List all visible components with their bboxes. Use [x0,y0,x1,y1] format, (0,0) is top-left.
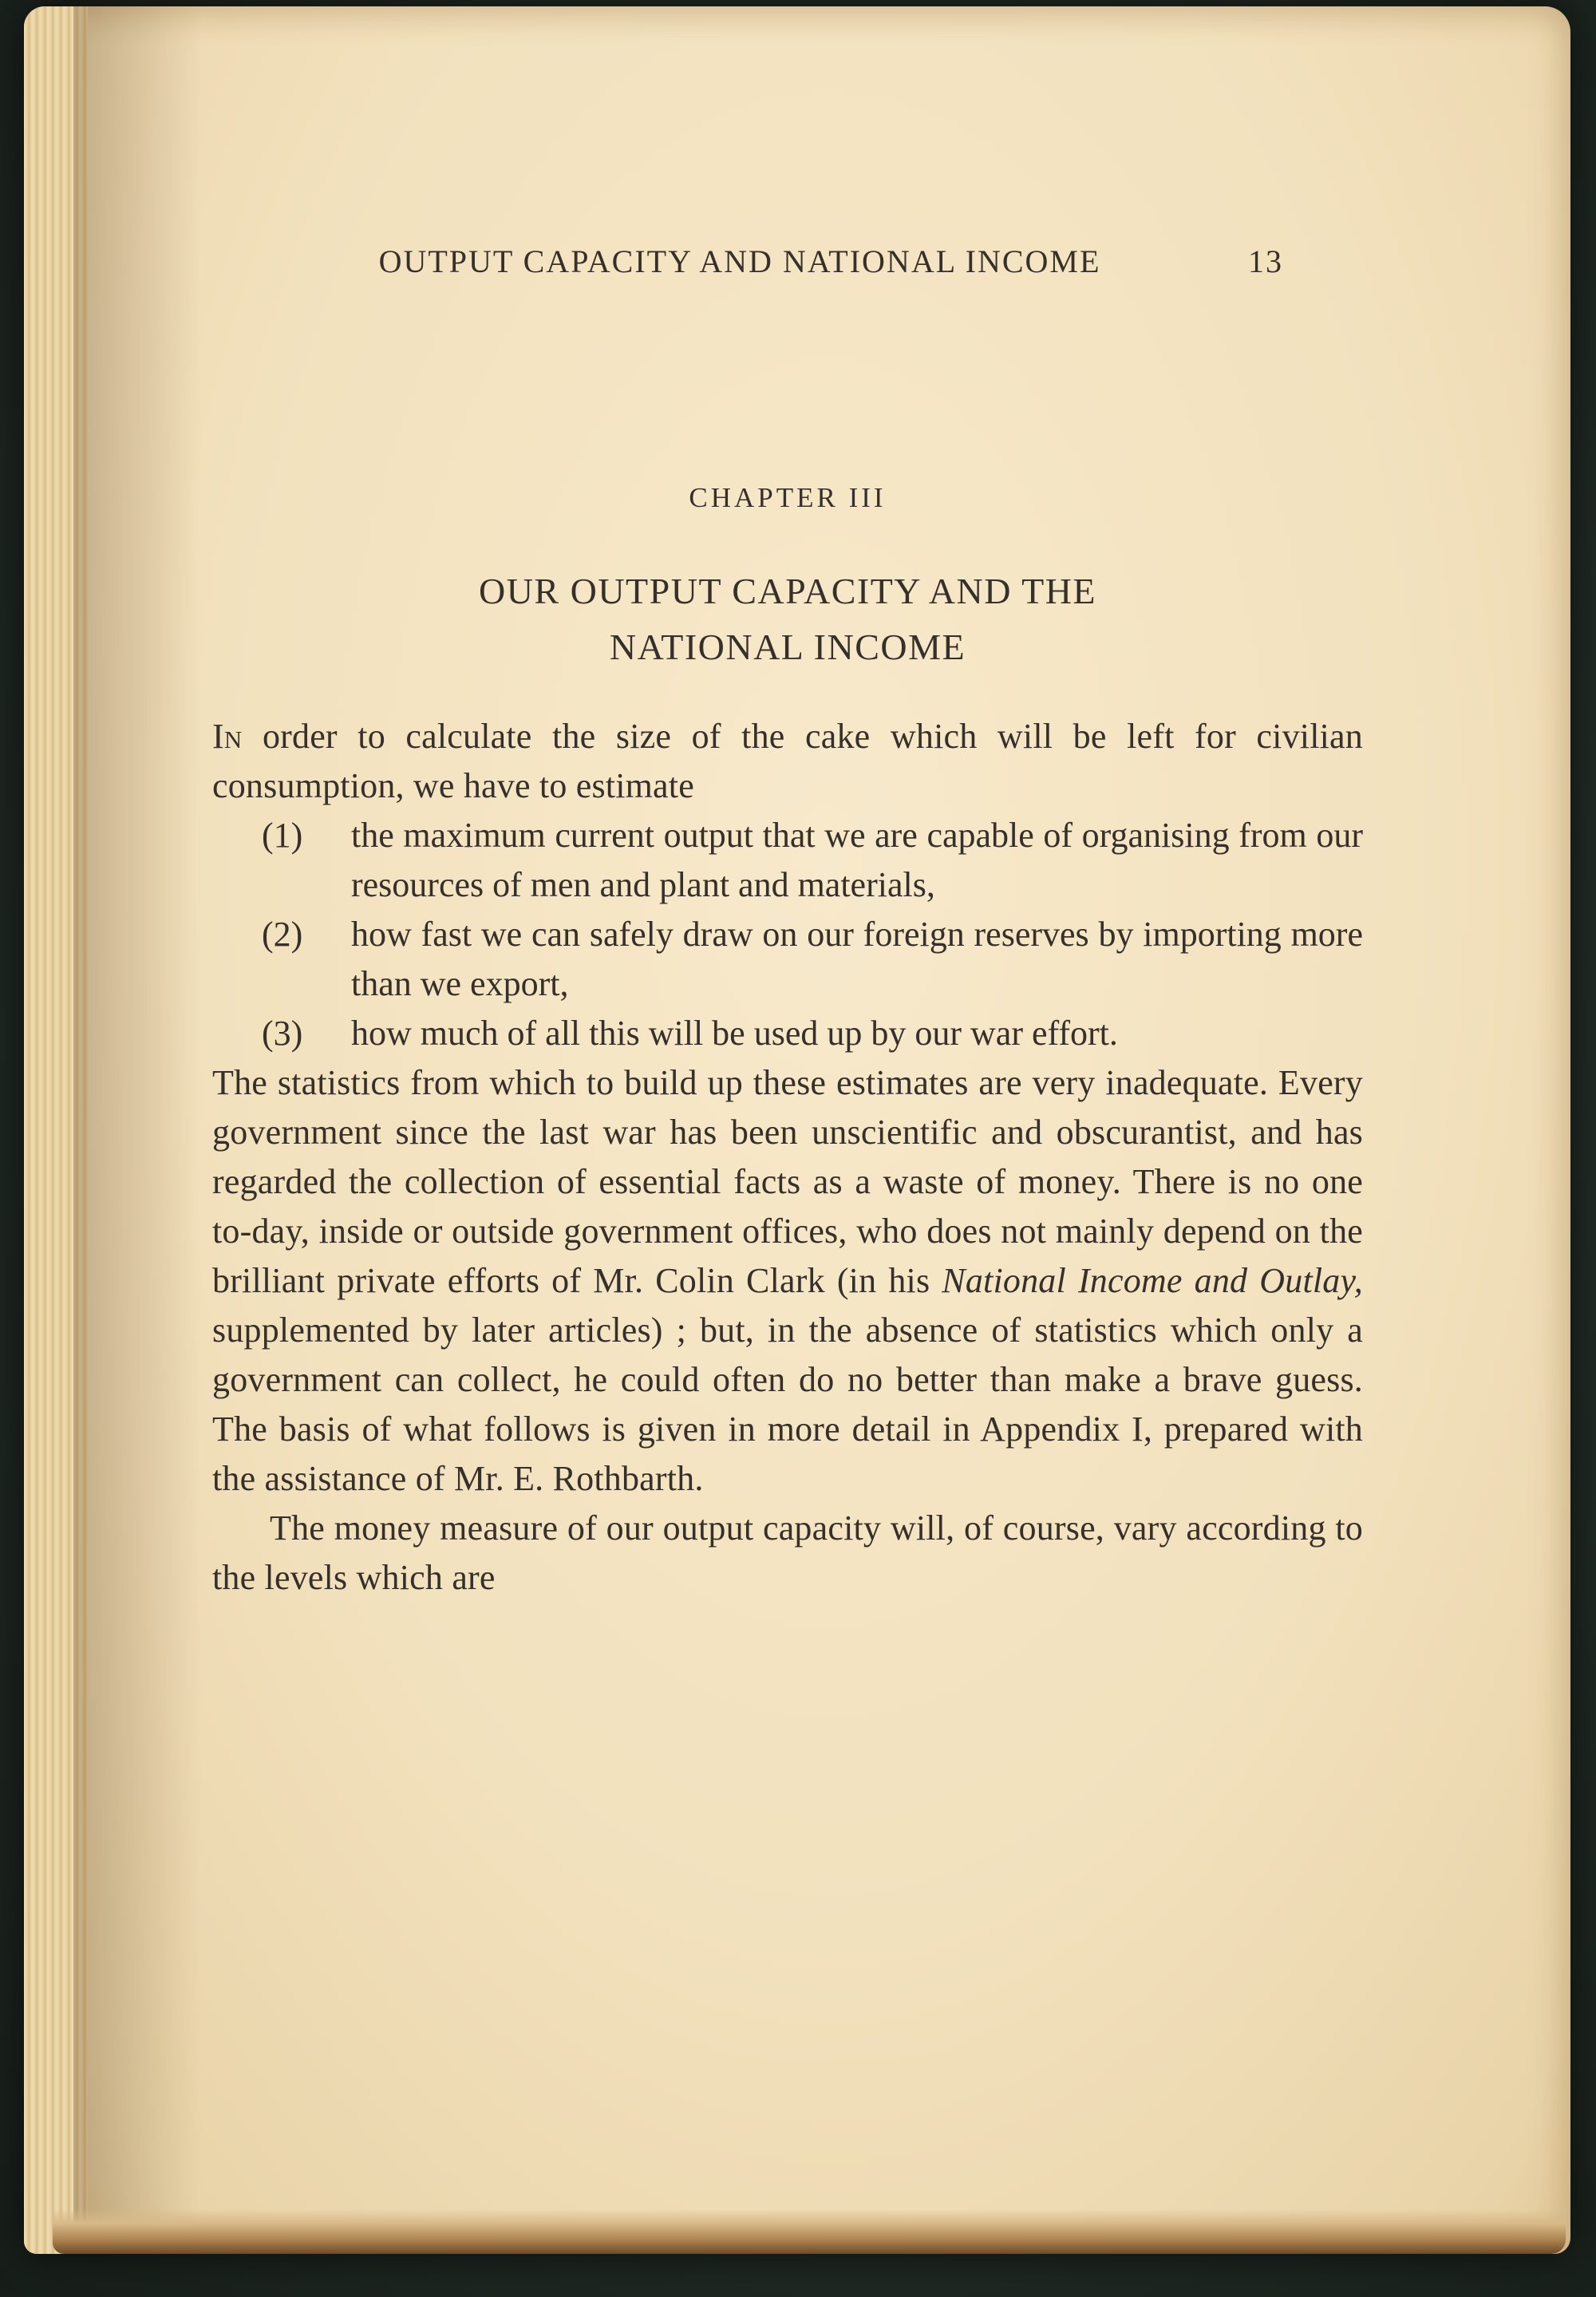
list-item-1 [262,811,1363,910]
page-bottom-edge [53,2209,1566,2254]
list-item-text: how fast we can safely draw on our foreign reserves by importing more than we export, [351,915,1363,1003]
page-content [212,6,1363,1603]
list-item-text: how much of all this will be used up by our war effort. [351,1014,1118,1053]
statistics-text-b: supplemented by later articles) ; but, in the absence of statistics which only a government can collect, he could often do no better than make a brave guess. The basis of what follows is given in more detail in Appendix I, prepared with the assistance of Mr. E. Rothbarth. [212,1311,1363,1498]
list-item-2 [262,910,1363,1009]
statistics-text-a: The statistics from which to build up these estimates are very inadequate. Every government since the last war has been unscientific and obscurantist, and has regarded the collection of essential facts as a waste of money. There is no one to-day, inside or outside government offices, who does not mainly depend on the brilliant private efforts of Mr. Colin Clark (in his [212,1063,1363,1300]
running-header [212,243,1363,281]
chapter-title-line2: NATIONAL INCOME [609,627,966,667]
book-title-italic: National Income and Outlay, [942,1261,1363,1300]
chapter-label: CHAPTER III [689,482,887,513]
list-item-number: (3) [262,1014,303,1053]
list-item-3 [262,1009,1363,1058]
list-item-text: the maximum current output that we are capable of organising from our resources of men and plant and materials, [351,816,1363,904]
paragraph-intro [212,712,1363,811]
page-number: 13 [1248,243,1283,279]
chapter-title [212,563,1363,675]
chapter-title-line1: OUR OUTPUT CAPACITY AND THE [478,571,1097,611]
paragraph-statistics [212,1058,1363,1504]
paragraph-money-measure: The money measure of our output capacity will, of course, vary according to the levels which are [212,1508,1363,1597]
running-header-title: OUTPUT CAPACITY AND NATIONAL INCOME [378,243,1101,279]
intro-text: order to calculate the size of the cake which will be left for civilian consumption, we have to estimate [212,717,1363,805]
gutter-shadow [73,6,201,2254]
book-page [24,6,1570,2254]
smallcaps-word: In [212,717,243,756]
numbered-list [262,811,1363,1058]
list-item-number: (2) [262,915,303,954]
list-item-number: (1) [262,816,303,855]
